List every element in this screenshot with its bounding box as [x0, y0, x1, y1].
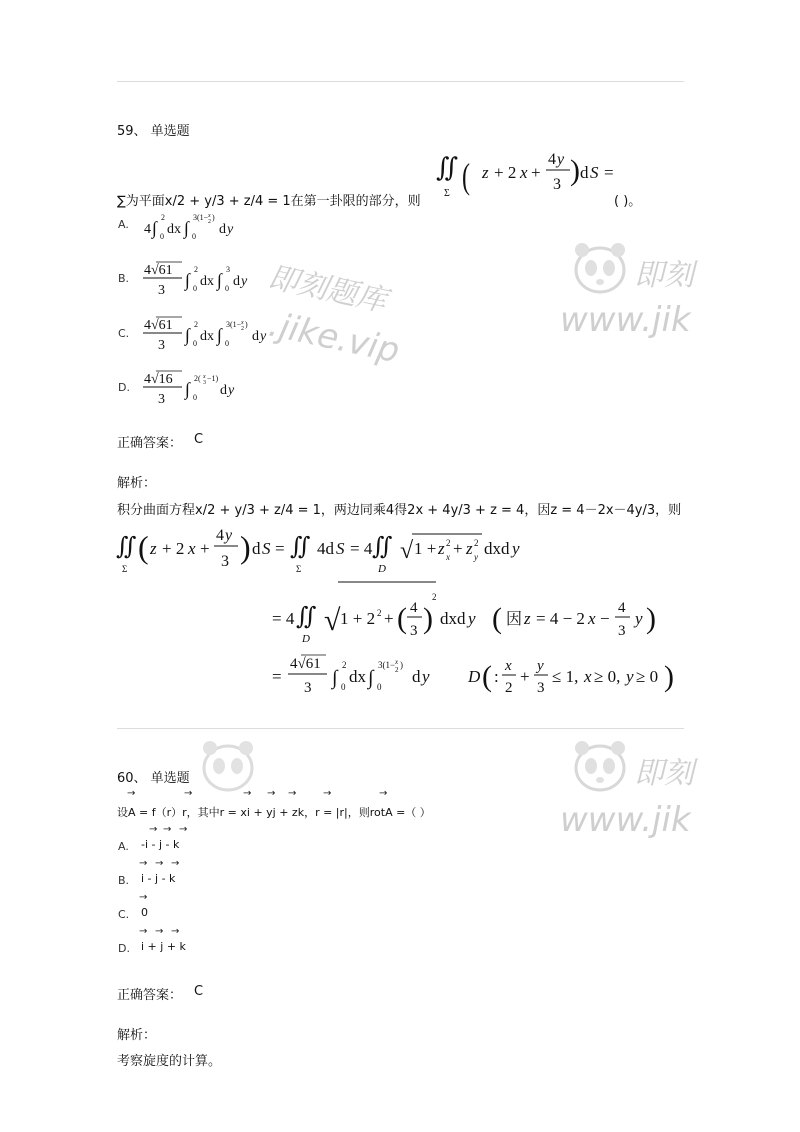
svg-text:3: 3 [226, 265, 230, 274]
svg-text:∫: ∫ [217, 270, 222, 290]
q59-header: 59、 单选题 [117, 124, 190, 139]
q59-stem-text: ∑为平面x/2 + y/3 + z/4 = 1在第一卦限的部分，则 [117, 194, 421, 209]
q60-option-c-text[interactable]: 0 [141, 906, 148, 919]
svg-text:≤ 1,: ≤ 1, [552, 667, 579, 686]
svg-text:4: 4 [618, 600, 626, 616]
svg-text:x: x [241, 320, 244, 326]
svg-text:x: x [188, 539, 196, 558]
svg-text:∬: ∬ [116, 534, 137, 560]
svg-text:∫: ∫ [185, 270, 190, 290]
svg-text:): ) [664, 660, 674, 693]
svg-text:4√61: 4√61 [290, 656, 321, 672]
svg-text:2: 2 [194, 320, 198, 329]
svg-text:3: 3 [203, 380, 206, 386]
svg-text:+: + [531, 163, 541, 182]
top-divider [117, 81, 684, 82]
q60-option-c-arrow: → [139, 892, 148, 903]
svg-text:): ) [240, 529, 251, 565]
watermark-panda-icon [572, 238, 628, 298]
svg-text:x: x [208, 213, 211, 219]
svg-text:dx: dx [349, 667, 366, 686]
svg-text:∫: ∫ [185, 325, 190, 345]
q60-option-c-label[interactable]: C. [118, 908, 130, 921]
svg-text:2: 2 [377, 608, 382, 618]
q60-option-a-text[interactable]: -i - j - k [141, 838, 180, 851]
svg-text:2: 2 [395, 666, 399, 674]
svg-text:3: 3 [304, 680, 312, 696]
svg-text:x: x [505, 658, 512, 674]
svg-text:3: 3 [618, 623, 626, 639]
svg-text:Σ: Σ [122, 564, 128, 574]
svg-text:(: ( [138, 529, 149, 565]
watermark-url-3: www.jik [560, 800, 691, 840]
svg-text:0: 0 [341, 682, 346, 692]
svg-text:0: 0 [193, 393, 197, 402]
svg-text:): ) [212, 213, 215, 222]
svg-text:3: 3 [158, 283, 165, 298]
svg-text:+: + [453, 539, 463, 558]
svg-text:2(: 2( [194, 374, 201, 383]
q59-option-b-label[interactable]: B. [118, 272, 130, 285]
q60-option-b-label[interactable]: B. [118, 874, 130, 887]
svg-text:y: y [626, 667, 634, 686]
svg-text:z: z [524, 609, 531, 628]
svg-text:y: y [228, 383, 235, 398]
svg-text:2: 2 [505, 680, 513, 696]
q60-option-b-text[interactable]: i - j - k [141, 872, 176, 885]
svg-text:4: 4 [410, 600, 418, 616]
svg-text:D: D [468, 667, 481, 686]
svg-text:d: d [252, 539, 261, 558]
svg-text:x: x [588, 609, 596, 628]
svg-text:y: y [474, 552, 478, 562]
svg-text:4√61: 4√61 [144, 263, 173, 278]
svg-text::: : [494, 667, 499, 686]
svg-text:∫: ∫ [368, 667, 374, 689]
svg-text:y: y [422, 667, 430, 686]
svg-text:√: √ [400, 538, 414, 564]
q60-option-d-label[interactable]: D. [118, 942, 130, 955]
svg-text:3(1−: 3(1− [378, 660, 396, 670]
svg-text:+: + [520, 667, 530, 686]
q59-option-c-label[interactable]: C. [118, 327, 130, 340]
svg-text:+: + [384, 609, 394, 628]
svg-text:3: 3 [158, 338, 165, 353]
q59-stem-blank: ( )。 [614, 194, 642, 209]
watermark-panda-icon-2 [572, 736, 628, 796]
svg-text:∫: ∫ [217, 325, 222, 345]
svg-text:): ) [423, 602, 433, 635]
q59-stem-formula [430, 140, 620, 202]
svg-text:3: 3 [158, 392, 165, 407]
svg-text:z: z [150, 539, 157, 558]
svg-text:0: 0 [377, 682, 382, 692]
svg-text:0: 0 [193, 339, 197, 348]
svg-text:∫: ∫ [185, 379, 190, 399]
q59-option-b-formula[interactable] [140, 256, 270, 300]
svg-text:=: = [604, 163, 614, 182]
svg-text:x: x [584, 667, 592, 686]
svg-text:(: ( [492, 602, 502, 635]
q60-stem: 设A = f（r）r，其中r = xi + yj + zk，r = |r|，则rotA =（ ） [117, 806, 431, 819]
svg-text:+ 2: + 2 [494, 163, 517, 182]
svg-text:3: 3 [553, 176, 561, 193]
svg-text:y: y [537, 658, 544, 674]
q59-option-a-formula[interactable] [140, 208, 260, 244]
svg-text:y: y [241, 274, 248, 289]
q59-analysis-text: 积分曲面方程x/2 + y/3 + z/4 = 1，两边同乘4得2x + 4y/3 + z = 4，因z = 4－2x－4y/3，则 [117, 503, 682, 518]
svg-text:= 4: = 4 [350, 539, 373, 558]
svg-text:= 4: = 4 [272, 609, 295, 628]
q60-header: 60、 单选题 [117, 771, 190, 786]
svg-text:3: 3 [410, 623, 418, 639]
svg-text:dx: dx [200, 329, 214, 344]
q60-answer-label: 正确答案： [117, 988, 183, 1003]
svg-text:=: = [275, 539, 285, 558]
svg-text:y: y [227, 222, 234, 237]
svg-text:D: D [302, 633, 310, 645]
svg-text:y: y [512, 539, 520, 558]
svg-text:2: 2 [474, 538, 479, 548]
watermark-brand-1: 即刻 [634, 258, 694, 293]
q59-analysis-label: 解析： [117, 476, 157, 491]
svg-text:x: x [520, 163, 528, 182]
svg-text:(: ( [462, 156, 470, 197]
svg-text:2: 2 [208, 219, 211, 225]
svg-text:d: d [233, 274, 240, 289]
svg-text:S: S [590, 163, 599, 182]
svg-text:√: √ [324, 604, 341, 637]
svg-text:dx: dx [200, 274, 214, 289]
svg-text:y: y [260, 329, 267, 344]
svg-text:S: S [262, 539, 271, 558]
svg-text:z: z [482, 163, 489, 182]
q59-answer-label: 正确答案： [117, 436, 183, 451]
svg-text:(: ( [482, 660, 492, 693]
svg-text:4: 4 [548, 151, 556, 168]
svg-text:D: D [378, 563, 386, 575]
svg-text:3(1−: 3(1− [226, 320, 242, 329]
svg-text:1 +: 1 + [414, 539, 437, 558]
svg-text:∫: ∫ [332, 667, 338, 689]
svg-text:∬: ∬ [296, 604, 317, 630]
svg-text:dx: dx [167, 222, 181, 237]
svg-text:3: 3 [537, 680, 545, 696]
watermark-brand-3: 即刻 [634, 756, 694, 791]
svg-text:(: ( [397, 602, 407, 635]
svg-text:x: x [203, 374, 206, 380]
section-divider [117, 728, 684, 729]
svg-text:y: y [468, 609, 476, 628]
svg-text:2: 2 [446, 538, 451, 548]
svg-text:因: 因 [506, 611, 523, 628]
svg-text:2: 2 [161, 213, 165, 222]
svg-text:d: d [220, 383, 227, 398]
svg-text:x: x [395, 658, 399, 666]
svg-text:=: = [272, 667, 282, 686]
svg-text:): ) [570, 154, 580, 187]
svg-text:∬: ∬ [372, 534, 393, 560]
watermark-panda-icon-3 [200, 738, 256, 794]
svg-text:3: 3 [221, 553, 229, 570]
q60-answer-value: C [194, 984, 204, 999]
svg-text:z: z [438, 539, 445, 558]
svg-text:3(1−: 3(1− [193, 213, 209, 222]
q60-analysis-text: 考察旋度的计算。 [117, 1054, 222, 1069]
svg-text:∫: ∫ [152, 218, 157, 238]
q59-option-a-label[interactable]: A. [118, 218, 129, 231]
svg-text:y: y [225, 527, 233, 544]
svg-text:4: 4 [144, 222, 151, 237]
svg-text:0: 0 [225, 339, 229, 348]
q60-option-d-text[interactable]: i + j + k [141, 940, 186, 953]
q60-option-a-label[interactable]: A. [118, 840, 129, 853]
svg-text:0: 0 [192, 232, 196, 241]
svg-text:+ 2: + 2 [162, 539, 185, 558]
svg-text:4: 4 [216, 527, 224, 544]
svg-text:∬: ∬ [436, 153, 459, 182]
svg-text:S: S [336, 539, 345, 558]
watermark-brand-2: 即刻题库 [264, 259, 390, 320]
svg-text:≥ 0: ≥ 0 [636, 667, 659, 686]
svg-text:dxd: dxd [440, 609, 466, 628]
svg-text:0: 0 [193, 284, 197, 293]
svg-text:y: y [557, 151, 565, 168]
q59-option-d-formula[interactable] [140, 365, 250, 409]
svg-text:Σ: Σ [296, 564, 302, 574]
svg-text:−1): −1) [207, 374, 219, 383]
svg-text:2: 2 [432, 592, 437, 602]
svg-text:z: z [466, 539, 473, 558]
svg-text:y: y [635, 609, 643, 628]
svg-text:d: d [580, 163, 589, 182]
svg-text:Σ: Σ [444, 188, 450, 199]
svg-text:x: x [446, 552, 450, 562]
svg-text:4√61: 4√61 [144, 318, 173, 333]
q59-option-d-label[interactable]: D. [118, 381, 130, 394]
svg-text:d: d [252, 329, 259, 344]
svg-text:d: d [412, 667, 421, 686]
svg-text:≥ 0,: ≥ 0, [594, 667, 621, 686]
svg-text:1 + 2: 1 + 2 [340, 609, 376, 628]
svg-text:): ) [400, 660, 403, 670]
q59-answer-value: C [194, 432, 204, 447]
svg-text:dxd: dxd [484, 539, 510, 558]
svg-text:+: + [200, 539, 210, 558]
svg-text:0: 0 [160, 232, 164, 241]
svg-text:): ) [646, 602, 656, 635]
svg-text:4√16: 4√16 [144, 372, 173, 387]
svg-text:): ) [245, 320, 248, 329]
svg-text:2: 2 [241, 326, 244, 332]
svg-text:2: 2 [342, 660, 347, 670]
svg-text:−: − [600, 609, 610, 628]
q59-option-c-formula[interactable] [140, 311, 275, 355]
svg-text:2: 2 [194, 265, 198, 274]
svg-text:= 4 − 2: = 4 − 2 [536, 609, 585, 628]
svg-text:0: 0 [225, 284, 229, 293]
svg-text:d: d [219, 222, 226, 237]
watermark-url-1: www.jik [560, 300, 691, 340]
q60-analysis-label: 解析： [117, 1028, 157, 1043]
q59-derivation [112, 520, 692, 710]
svg-text:∬: ∬ [290, 534, 311, 560]
watermark-url-2: .jike.vip [265, 304, 403, 372]
svg-text:4d: 4d [317, 539, 334, 558]
svg-text:∫: ∫ [184, 218, 189, 238]
